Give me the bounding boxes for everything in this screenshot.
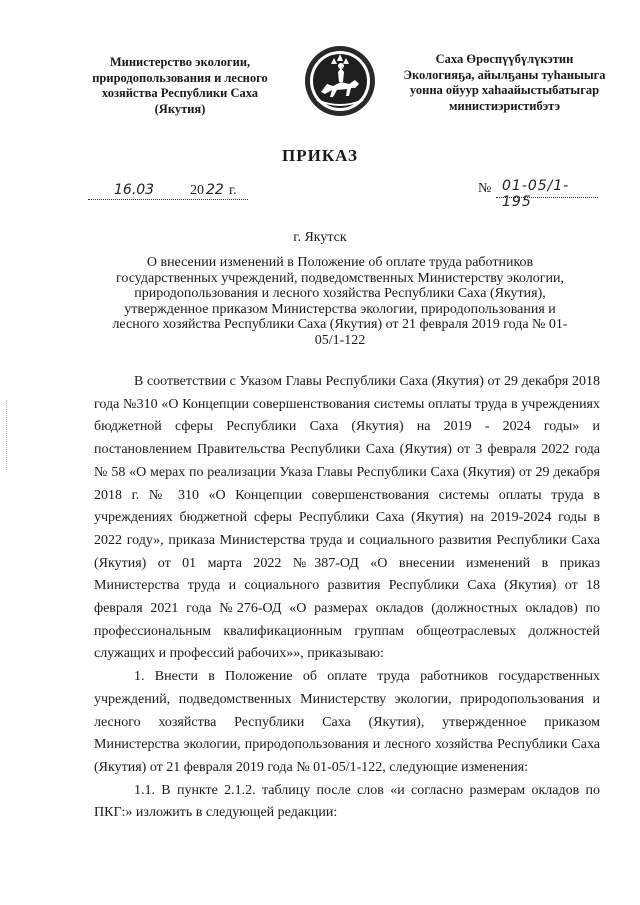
ministry-name-russian	[75, 55, 285, 117]
date-underline	[88, 199, 248, 200]
ministry-name-line: (Якутия)	[154, 101, 206, 116]
ministry-name-line: природопользования и лесного	[92, 70, 268, 85]
date-year: 22	[206, 182, 224, 198]
document-title: ПРИКАЗ	[282, 146, 358, 165]
sakha-republic-coat-of-arms-icon	[303, 44, 377, 118]
preamble-paragraph: В соответствии с Указом Главы Республики Саха (Якутия) от 29 декабря 2018 года №310 «О Концепции совершенствования системы оплаты труда в учреждениях бюджетной сферы Республики Саха (Якутия) на 2019 - 2024 годы» и постановлением Правительства Республики Саха (Якутия) от 3 февраля 2022 года № 58 «О мерах по реализации Указа Главы Республики Саха (Якутия) от 29 декабря 2018 г. № 310 «О Концепции совершенствования системы оплаты труда в учреждениях бюджетной сферы Республики Саха (Якутия) на 2019-2024 годы в 2022 году», приказа Министерства труда и социального развития Республики Саха (Якутия) от 01 марта 2022 №387-ОД «О внесении изменений в приказ Министерства труда и социального развития Республики Саха (Якутия) от 18 февраля 2021 года №276-ОД «О размерах окладов (должностных окладов) по профессиональным квалификационным группам общеотраслевых должностей служащих и профессий рабочих»», приказываю:	[94, 374, 600, 662]
city: г. Якутск	[293, 230, 347, 245]
margin-stamp-strip	[6, 400, 9, 470]
date-year-suffix: г.	[229, 183, 237, 198]
ministry-name-line: Саха Өрөспүүбүлүкэтин	[435, 52, 574, 66]
clause-paragraph: 1.1. В пункте 2.1.2. таблицу после слов «и согласно размерам окладов по ПКГ:» изложить в следующей редакции:	[94, 782, 600, 821]
order-subject: О внесении изменений в Положение об оплате труда работников государственных учреждений, подведомственных Министерству экологии, природопользования и лесного хозяйства Республики Саха (Якутия), утвержденное приказом Министерства экологии, природопользования и лесного хозяйства Республики Саха (Якутия) от 21 февраля 2019 года № 01-05/1-122	[112, 255, 568, 348]
ministry-name-line: хозяйства Республики Саха	[101, 86, 259, 100]
number-value: 01-05/1-195	[502, 178, 570, 210]
ministry-name-yakut	[392, 52, 617, 114]
number-sign: №	[478, 181, 492, 196]
ministry-name-line: министиэристибэтэ	[449, 98, 560, 113]
order-body	[94, 371, 600, 825]
date-year-prefix: 20	[190, 183, 204, 198]
date-day-month: 16.03	[114, 182, 155, 198]
ministry-name-line: Экологияҕа, айылҕаны туһаныыга	[403, 67, 606, 82]
ministry-name-line: Министерство экологии,	[109, 55, 251, 69]
order-date	[88, 182, 248, 202]
clause-paragraph: 1. Внести в Положение об оплате труда работников государственных учреждений, подведомственных Министерству экологии, природопользования и лесного хозяйства Республики Саха (Якутия), утвержденное приказом Министерства экологии, природопользования и лесного хозяйства Республики Саха (Якутия) от 21 февраля 2019 года № 01-05/1-122, следующие изменения:	[94, 669, 600, 775]
ministry-name-line: уонна ойуур хаһаайыстыбатыгар	[409, 83, 600, 97]
order-number	[478, 178, 598, 210]
